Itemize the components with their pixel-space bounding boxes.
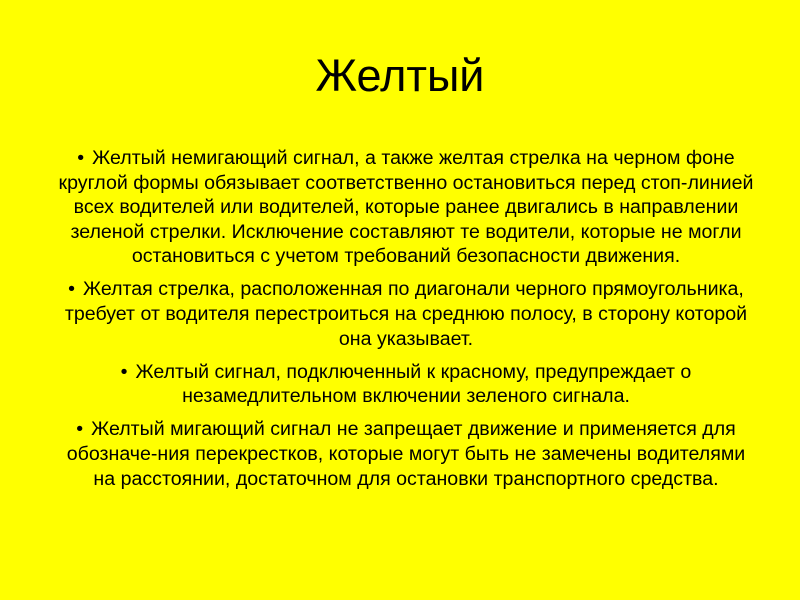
bullet-marker: • [76, 418, 84, 441]
bullet-marker: • [68, 278, 75, 301]
bullet-text: Желтый мигающий сигнал не запрещает движение и применяется для обозначе-ния перекрестков, которые могут быть не замечены водителями на расстоянии, достаточном для остановки транспортного средства. [66, 418, 746, 490]
bullet-text: Желтый немигающий сигнал, а также желтая стрелка на черном фоне круглой формы обязывает соответственно остановиться перед стоп-линией всех водителей или водителей, которые ранее двигались в направлении зеленой стрелки. Исключение составляют те водители, которые не могли остановиться с учетом требований безопасности движения. [58, 147, 754, 268]
bullet-text: Желтая стрелка, расположенная по диагонали черного прямоугольника, требует от водителя перестроиться на среднюю полосу, в сторону которой она указывает. [64, 278, 748, 350]
slide-title: Желтый [315, 50, 485, 101]
bullet-marker: • [77, 147, 85, 169]
bullet-item-3 [56, 360, 756, 409]
bullet-text: Желтый сигнал, подключенный к красному, предупреждает о незамедлительном включении зеленого сигнала. [135, 360, 692, 408]
bullet-list [56, 146, 756, 500]
bullet-item-4 [56, 417, 756, 491]
bullet-item-2 [56, 277, 756, 351]
bullet-item-1 [56, 146, 756, 269]
bullet-marker: • [120, 360, 128, 383]
